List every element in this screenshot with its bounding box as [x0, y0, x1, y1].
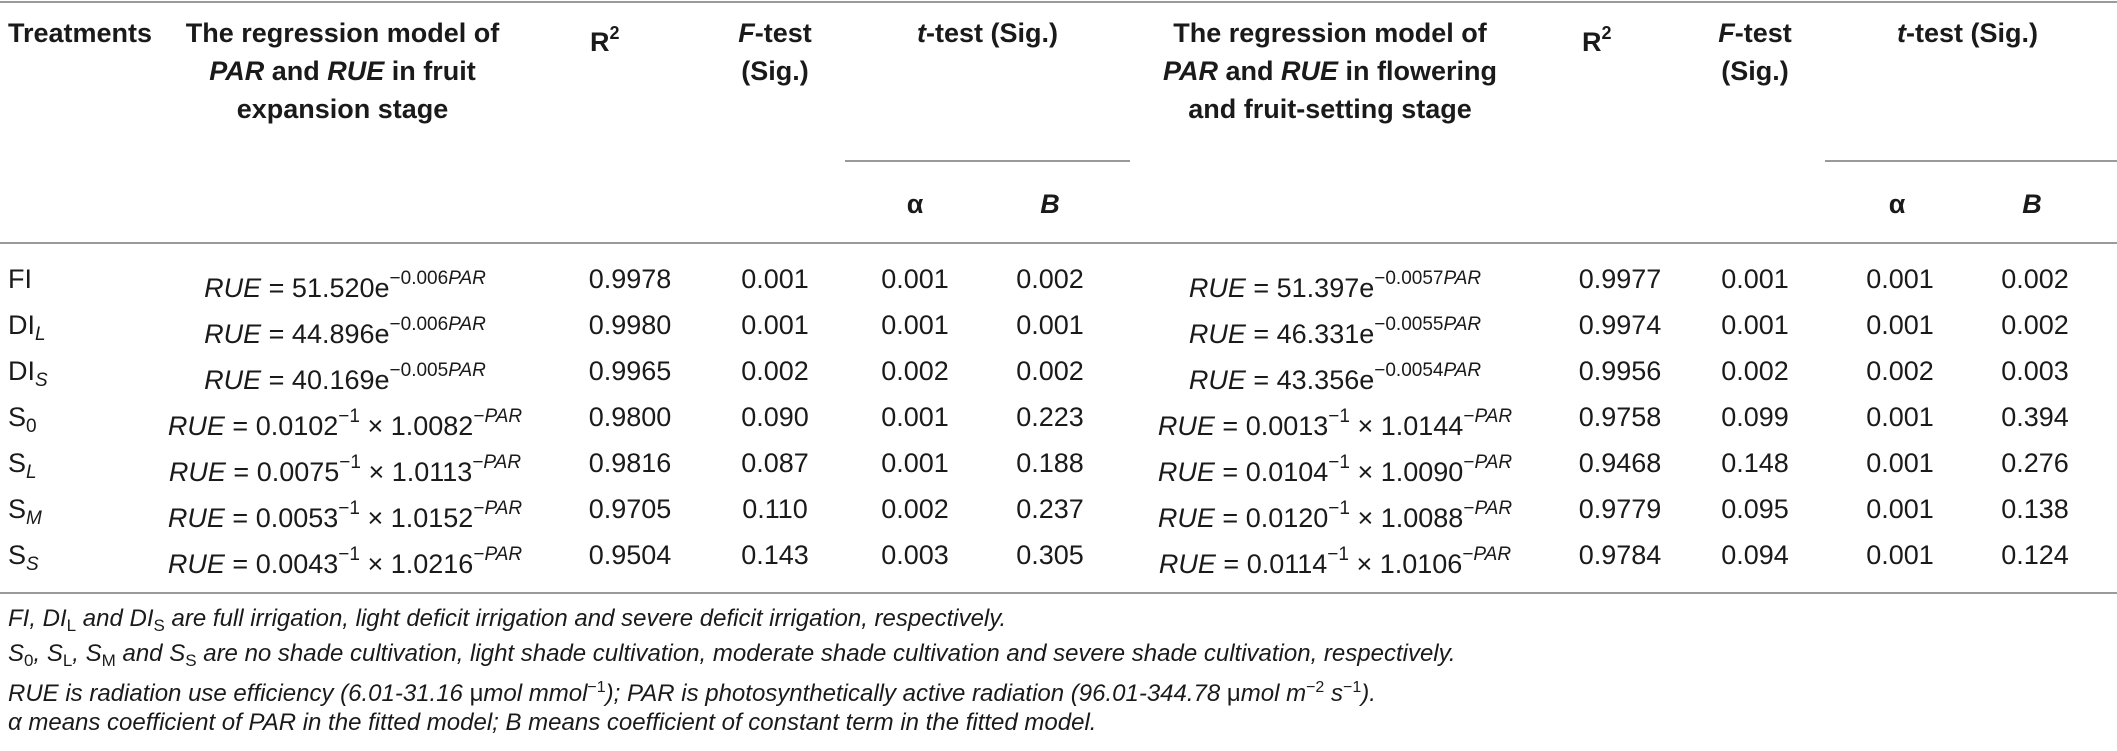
- eq-coefficient: 46.331: [1276, 319, 1360, 349]
- eq-exponent: [1374, 360, 1481, 381]
- b-value: 0.124: [2001, 540, 2069, 570]
- eq-base: 0.0102: [255, 411, 339, 441]
- eq-base: 0.0013: [1245, 411, 1329, 441]
- header-r2-b: $R^2$: [1582, 23, 1612, 57]
- header-alpha-a: α: [906, 189, 924, 219]
- eq-e: e: [374, 365, 390, 395]
- regression-equation: [1115, 532, 1555, 587]
- eq-minus: −: [1462, 544, 1474, 565]
- f-test-value: 0.148: [1721, 448, 1789, 478]
- eq-par: PAR: [484, 498, 523, 519]
- r2-value: 0.9956: [1578, 356, 1662, 386]
- eq-minus: −: [1463, 406, 1475, 427]
- eq-multiplier: 1.0088: [1380, 503, 1464, 533]
- eq-coefficient: 51.520: [291, 273, 375, 303]
- treatment-label: DI: [8, 356, 35, 386]
- f-test-value: 0.099: [1721, 402, 1789, 432]
- eq-equals: =: [1245, 319, 1277, 349]
- eq-equals: =: [1214, 457, 1246, 487]
- eq-rue: RUE: [167, 503, 225, 533]
- eq-minus: −: [473, 498, 485, 519]
- b-value: 0.394: [2001, 402, 2069, 432]
- header-model-flower: The regression model of PAR and RUE in flowering and fruit-setting stage: [1162, 18, 1498, 124]
- alpha-value: 0.001: [881, 448, 949, 478]
- footnote-3: RUE is radiation use efficiency (6.01-31.16 μmol mmol$^{-1}$); PAR is photosynthetically active radiation (96.01-344.78 μmol $m^{-2}$ $s^{-1}$).: [8, 679, 1376, 707]
- r2-value: 0.9974: [1578, 310, 1662, 340]
- b-value: 0.276: [2001, 448, 2069, 478]
- eq-exponent: [472, 452, 521, 473]
- eq-neg-one: −1: [338, 498, 360, 519]
- eq-multiplier: 1.0082: [390, 411, 474, 441]
- alpha-value: 0.002: [881, 356, 949, 386]
- eq-par: PAR: [484, 406, 523, 427]
- alpha-value: 0.001: [1866, 402, 1934, 432]
- b-value: 0.001: [1016, 310, 1084, 340]
- eq-exponent: [1462, 544, 1511, 565]
- header-rule: [0, 242, 2117, 244]
- eq-exponent-value: −0.006: [389, 268, 449, 289]
- eq-rue: RUE: [1157, 503, 1215, 533]
- treatment-label: S: [8, 540, 27, 570]
- eq-e: e: [374, 319, 390, 349]
- alpha-value: 0.001: [1866, 494, 1934, 524]
- eq-times: ×: [1349, 503, 1381, 533]
- eq-equals: =: [224, 503, 256, 533]
- eq-times: ×: [1348, 549, 1380, 579]
- eq-exponent: [1374, 268, 1481, 289]
- header-r2-a: $R^2$: [590, 23, 620, 57]
- bottom-rule: [0, 592, 2117, 594]
- eq-rue: RUE: [1157, 457, 1215, 487]
- f-test-value: 0.095: [1721, 494, 1789, 524]
- treatment-cell: [8, 256, 32, 302]
- eq-par: PAR: [1443, 268, 1482, 289]
- eq-exponent: [1463, 498, 1512, 519]
- eq-equals: =: [224, 411, 256, 441]
- eq-par: PAR: [1474, 406, 1513, 427]
- eq-neg-one: −1: [338, 544, 360, 565]
- treatment-subscript: [26, 462, 37, 483]
- eq-exponent: [473, 498, 522, 519]
- eq-multiplier: 1.0144: [1380, 411, 1464, 441]
- eq-multiplier: 1.0106: [1379, 549, 1463, 579]
- header-ttest-a: t-test (Sig.): [917, 18, 1058, 48]
- eq-par: PAR: [448, 360, 486, 381]
- eq-exponent: [473, 406, 522, 427]
- b-value: 0.223: [1016, 402, 1084, 432]
- eq-exponent: [390, 314, 486, 335]
- b-value: 0.002: [1016, 356, 1084, 386]
- eq-e: e: [1359, 319, 1375, 349]
- eq-par: PAR: [1473, 544, 1512, 565]
- table-row: [0, 394, 2117, 440]
- eq-par: PAR: [1474, 452, 1513, 473]
- treatment-subscript-text: S: [26, 554, 39, 575]
- header-model-fruit: The regression model of PAR and RUE in fruit expansion stage: [185, 18, 500, 124]
- eq-times: ×: [359, 411, 391, 441]
- eq-equals: =: [261, 273, 292, 303]
- eq-coefficient: 43.356: [1276, 365, 1360, 395]
- footnote-1: FI, $DI_L$ and $DI_S$ are full irrigation, light deficit irrigation and severe deficit irrigation, respectively.: [8, 605, 1007, 635]
- alpha-value: 0.003: [881, 540, 949, 570]
- eq-neg-one: −1: [1328, 406, 1350, 427]
- eq-multiplier: 1.0216: [390, 549, 474, 579]
- alpha-value: 0.001: [1866, 264, 1934, 294]
- eq-equals: =: [1214, 503, 1246, 533]
- eq-exponent: [1374, 314, 1481, 335]
- r2-value: 0.9468: [1578, 448, 1662, 478]
- eq-rue: RUE: [1188, 273, 1246, 303]
- header-b-a: B: [1040, 189, 1060, 219]
- eq-rue: RUE: [204, 319, 262, 349]
- eq-par: PAR: [484, 544, 523, 565]
- treatment-label: DI: [8, 310, 35, 340]
- r2-value: 0.9980: [588, 310, 672, 340]
- treatment-subscript: [35, 324, 46, 345]
- r2-value: 0.9816: [588, 448, 672, 478]
- eq-times: ×: [1349, 411, 1381, 441]
- eq-times: ×: [360, 457, 392, 487]
- table-row: [0, 486, 2117, 532]
- eq-exponent: [390, 360, 486, 381]
- eq-base: 0.0043: [255, 549, 339, 579]
- r2-value: 0.9758: [1578, 402, 1662, 432]
- header-ttest-b: t-test (Sig.): [1897, 18, 2038, 48]
- alpha-value: 0.001: [881, 402, 949, 432]
- table-row: [0, 440, 2117, 486]
- f-test-value: 0.110: [742, 494, 808, 524]
- alpha-value: 0.001: [881, 310, 949, 340]
- eq-e: e: [1359, 273, 1375, 303]
- treatment-subscript: [26, 554, 39, 575]
- eq-par: PAR: [1474, 498, 1513, 519]
- r2-value: 0.9784: [1578, 540, 1662, 570]
- r2-value: 0.9779: [1578, 494, 1662, 524]
- eq-neg-one: −1: [339, 452, 361, 473]
- table-row: [0, 302, 2117, 348]
- eq-coefficient: 40.169: [291, 365, 375, 395]
- footnote-4: α means coefficient of PAR in the fitted model; B means coefficient of constant term in the fitted model.: [8, 709, 1097, 736]
- eq-multiplier: 1.0113: [391, 457, 473, 487]
- treatment-subscript: [26, 508, 42, 529]
- eq-exponent: [390, 268, 486, 289]
- eq-exponent: [1463, 406, 1512, 427]
- eq-times: ×: [1349, 457, 1381, 487]
- ttest-b-underline: [1825, 160, 2117, 162]
- b-value: 0.237: [1016, 494, 1084, 524]
- table-row: [0, 256, 2117, 302]
- eq-times: ×: [359, 549, 391, 579]
- eq-equals: =: [224, 549, 256, 579]
- treatment-label: S: [8, 494, 27, 524]
- header-ftest-b: F-test (Sig.): [1718, 18, 1792, 86]
- b-value: 0.002: [1016, 264, 1084, 294]
- eq-equals: =: [261, 365, 292, 395]
- eq-minus: −: [472, 452, 484, 473]
- header-b-b: B: [2022, 189, 2042, 219]
- eq-neg-one: −1: [1328, 452, 1350, 473]
- f-test-value: 0.090: [741, 402, 809, 432]
- b-value: 0.002: [2001, 310, 2069, 340]
- eq-rue: RUE: [1157, 411, 1215, 441]
- r2-value: 0.9504: [588, 540, 672, 570]
- treatment-subscript-text: S: [35, 370, 48, 391]
- alpha-value: 0.001: [1866, 448, 1934, 478]
- f-test-value: 0.094: [1721, 540, 1789, 570]
- treatment-cell: [8, 532, 39, 588]
- treatment-label: S: [8, 448, 27, 478]
- regression-equation: [125, 532, 565, 587]
- r2-value: 0.9978: [588, 264, 672, 294]
- alpha-value: 0.001: [1866, 310, 1934, 340]
- eq-e: e: [1359, 365, 1375, 395]
- eq-rue: RUE: [1188, 365, 1246, 395]
- eq-multiplier: 1.0152: [390, 503, 474, 533]
- eq-exponent-value: −0.0055: [1374, 314, 1444, 335]
- header-alpha-b: α: [1888, 189, 1906, 219]
- table-row: [0, 348, 2117, 394]
- eq-base: 0.0114: [1246, 549, 1328, 579]
- eq-e: e: [374, 273, 390, 303]
- eq-exponent-value: −0.0054: [1374, 360, 1444, 381]
- eq-minus: −: [1463, 452, 1475, 473]
- eq-rue: RUE: [204, 273, 262, 303]
- treatment-subscript: [26, 416, 37, 437]
- ttest-a-underline: [845, 160, 1130, 162]
- eq-exponent-value: −0.006: [389, 314, 449, 335]
- eq-times: ×: [359, 503, 391, 533]
- eq-base: 0.0075: [256, 457, 340, 487]
- f-test-value: 0.001: [741, 264, 809, 294]
- eq-rue: RUE: [1158, 549, 1216, 579]
- eq-equals: =: [225, 457, 257, 487]
- eq-neg-one: −1: [1328, 498, 1350, 519]
- eq-par: PAR: [448, 268, 486, 289]
- treatment-subscript-text: M: [26, 508, 42, 529]
- treatment-subscript-text: 0: [26, 416, 37, 437]
- r2-value: 0.9800: [588, 402, 672, 432]
- r2-value: 0.9965: [588, 356, 672, 386]
- alpha-value: 0.002: [881, 494, 949, 524]
- b-value: 0.188: [1016, 448, 1084, 478]
- eq-exponent-value: −0.0057: [1374, 268, 1444, 289]
- alpha-value: 0.001: [881, 264, 949, 294]
- eq-exponent: [1463, 452, 1512, 473]
- r2-value: 0.9977: [1578, 264, 1662, 294]
- eq-base: 0.0104: [1245, 457, 1329, 487]
- treatment-subscript: [35, 370, 48, 391]
- header-treatments: Treatments: [8, 18, 153, 48]
- alpha-value: 0.002: [1866, 356, 1934, 386]
- eq-equals: =: [1245, 273, 1277, 303]
- eq-equals: =: [1215, 549, 1247, 579]
- treatment-subscript-text: L: [26, 462, 37, 483]
- eq-rue: RUE: [204, 365, 262, 395]
- eq-par: PAR: [483, 452, 522, 473]
- eq-rue: RUE: [167, 549, 225, 579]
- treatment-label: S: [8, 402, 27, 432]
- eq-rue: RUE: [168, 457, 226, 487]
- treatment-label: FI: [8, 264, 32, 294]
- eq-par: PAR: [448, 314, 486, 335]
- eq-minus: −: [473, 544, 485, 565]
- f-test-value: 0.002: [741, 356, 809, 386]
- eq-rue: RUE: [167, 411, 225, 441]
- eq-base: 0.0053: [255, 503, 339, 533]
- f-test-value: 0.002: [1721, 356, 1789, 386]
- table-row: [0, 532, 2117, 578]
- eq-par: PAR: [1443, 360, 1482, 381]
- b-value: 0.305: [1016, 540, 1084, 570]
- footnote-2: $S_0$, $S_L$, $S_M$ and $S_S$ are no shade cultivation, light shade cultivation, moderate shade cultivation and severe shade cultivation, respectively.: [8, 640, 1456, 670]
- b-value: 0.002: [2001, 264, 2069, 294]
- eq-exponent: [473, 544, 522, 565]
- eq-neg-one: −1: [1327, 544, 1349, 565]
- eq-equals: =: [1245, 365, 1277, 395]
- f-test-value: 0.001: [1721, 264, 1789, 294]
- f-test-value: 0.001: [1721, 310, 1789, 340]
- f-test-value: 0.143: [741, 540, 809, 570]
- header-ftest-a: F-test (Sig.): [738, 18, 812, 86]
- eq-coefficient: 51.397: [1276, 273, 1360, 303]
- eq-equals: =: [1214, 411, 1246, 441]
- b-value: 0.003: [2001, 356, 2069, 386]
- eq-minus: −: [473, 406, 485, 427]
- b-value: 0.138: [2001, 494, 2069, 524]
- alpha-value: 0.001: [1866, 540, 1934, 570]
- treatment-subscript-text: L: [35, 324, 46, 345]
- eq-neg-one: −1: [338, 406, 360, 427]
- f-test-value: 0.001: [741, 310, 809, 340]
- eq-base: 0.0120: [1245, 503, 1329, 533]
- eq-exponent-value: −0.005: [389, 360, 449, 381]
- top-rule: [0, 1, 2117, 3]
- eq-multiplier: 1.0090: [1380, 457, 1464, 487]
- r2-value: 0.9705: [588, 494, 672, 524]
- eq-minus: −: [1463, 498, 1475, 519]
- f-test-value: 0.087: [741, 448, 809, 478]
- eq-coefficient: 44.896: [291, 319, 375, 349]
- eq-rue: RUE: [1188, 319, 1246, 349]
- eq-equals: =: [261, 319, 292, 349]
- eq-par: PAR: [1443, 314, 1482, 335]
